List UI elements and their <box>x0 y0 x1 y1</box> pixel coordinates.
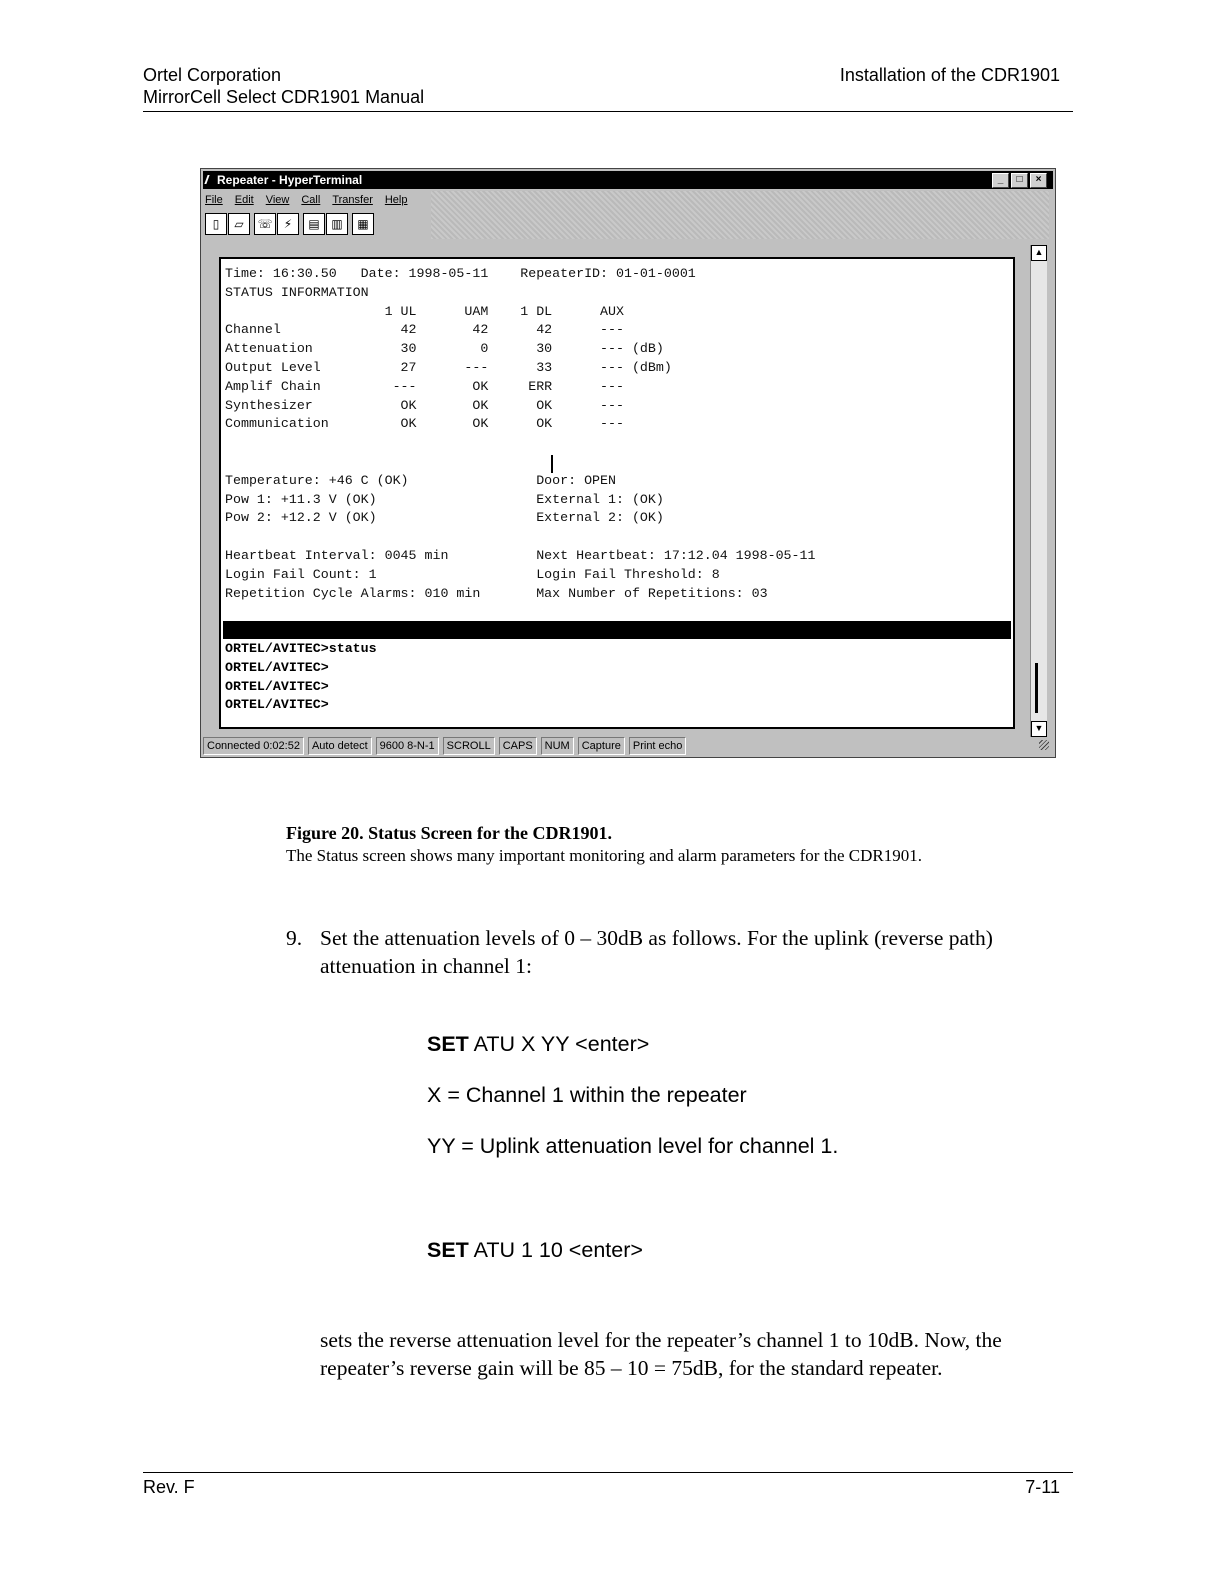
properties-icon[interactable]: ▦ <box>352 213 374 235</box>
step-text: Set the attenuation levels of 0 – 30dB as follows. For the uplink (reverse path) attenuation in channel 1: <box>320 926 993 978</box>
scroll-thumb[interactable] <box>1035 663 1038 713</box>
menu-bar <box>205 192 407 208</box>
status-capture: Capture <box>578 737 625 755</box>
disconnect-icon[interactable]: ⚡ <box>277 213 299 235</box>
terminal-status-output: Time: 16:30.50 Date: 1998-05-11 RepeaterID: 01-01-0001 STATUS INFORMATION 1 UL UAM 1 DL AUX Channel 42 42 42 --- Attenuation 30 0 30 --- (dB) Output Level 27 --- 33 --- (dBm) Amplif Chain --- OK ERR --- Synthesizer OK OK OK --- Communication OK OK OK --- Temperature: +46 C (OK) Door: OPEN Pow 1: +11.3 V (OK) External 1: (OK) Pow 2: +12.2 V (OK) External 2: (OK) Heartbeat Interval: 0045 min Next Heartbeat: 17:12.04 1998-05-11 Login Fail Count: 1 Login Fail Threshold: 8 Repetition Cycle Alarms: 010 min Max Number of Repetitions: 03 <box>225 266 816 601</box>
maximize-button[interactable]: □ <box>1011 173 1028 188</box>
toolbar-group-transfer <box>303 213 348 237</box>
hyperterminal-window <box>200 168 1056 758</box>
menu-edit[interactable]: Edit <box>234 194 254 206</box>
terminal-inverse-bar <box>223 621 1011 639</box>
command-example <box>427 1236 643 1264</box>
running-header-left <box>143 64 424 108</box>
new-file-icon[interactable]: ▯ <box>205 213 227 235</box>
menu-help[interactable]: Help <box>384 194 408 206</box>
toolbar-group-props <box>352 213 374 237</box>
menu-view[interactable]: View <box>265 194 290 206</box>
status-auto-detect: Auto detect <box>308 737 372 755</box>
terminal-area[interactable] <box>219 257 1015 729</box>
send-file-icon[interactable]: ▤ <box>303 213 325 235</box>
text-cursor <box>551 455 553 473</box>
menu-call[interactable]: Call <box>301 194 321 206</box>
vertical-scrollbar[interactable] <box>1030 245 1047 737</box>
section-title: Installation of the CDR1901 <box>839 65 1060 85</box>
open-folder-icon[interactable]: ▱ <box>228 213 250 235</box>
menu-transfer[interactable]: Transfer <box>332 194 373 206</box>
footer-rule <box>143 1472 1073 1473</box>
example-keyword: SET <box>427 1238 469 1262</box>
receive-file-icon[interactable]: ▥ <box>326 213 348 235</box>
status-connected: Connected 0:02:52 <box>203 737 304 755</box>
revision-label: Rev. F <box>143 1477 195 1497</box>
status-print-echo: Print echo <box>629 737 687 755</box>
resize-grip-icon[interactable] <box>1039 740 1049 750</box>
command-args: ATU X YY <enter> <box>468 1032 650 1056</box>
toolbar-group-file <box>205 213 250 237</box>
figure-caption-text: The Status screen shows many important monitoring and alarm parameters for the CDR1901. <box>286 846 922 865</box>
scroll-up-arrow-icon[interactable]: ▲ <box>1031 245 1047 261</box>
toolbar-group-call <box>254 213 299 237</box>
status-num: NUM <box>541 737 574 755</box>
figure-caption-title: Figure 20. Status Screen for the CDR1901. <box>286 823 612 843</box>
status-scroll: SCROLL <box>443 737 495 755</box>
status-port-settings: 9600 8-N-1 <box>376 737 439 755</box>
scroll-down-arrow-icon[interactable]: ▼ <box>1031 721 1047 737</box>
explanation-paragraph: sets the reverse attenuation level for the repeater’s channel 1 to 10dB. Now, the repeater’s reverse gain will be 85 – 10 = 75dB, for the standard repeater. <box>320 1328 1002 1380</box>
close-button[interactable]: × <box>1030 173 1047 188</box>
x-definition: X = Channel 1 within the repeater <box>427 1083 747 1107</box>
yy-definition: YY = Uplink attenuation level for channel 1. <box>427 1134 839 1158</box>
command-keyword: SET <box>427 1032 469 1056</box>
menu-file[interactable]: File <box>205 194 223 206</box>
example-args: ATU 1 10 <enter> <box>468 1238 643 1262</box>
page-number: 7-11 <box>1025 1477 1060 1497</box>
window-titlebar <box>203 171 1053 189</box>
terminal-prompt-lines: ORTEL/AVITEC>status ORTEL/AVITEC> ORTEL/AVITEC> ORTEL/AVITEC> <box>225 641 377 713</box>
app-icon <box>204 175 217 184</box>
company-name: Ortel Corporation <box>143 65 282 85</box>
minimize-button[interactable]: _ <box>992 173 1009 188</box>
status-caps: CAPS <box>499 737 537 755</box>
manual-title: MirrorCell Select CDR1901 Manual <box>143 87 425 107</box>
command-syntax <box>427 1030 649 1058</box>
toolbar-background-texture <box>431 191 1049 239</box>
status-bar <box>203 737 1053 755</box>
step-number: 9. <box>286 926 303 950</box>
window-title: Repeater - HyperTerminal <box>217 173 363 187</box>
toolbar <box>205 213 374 237</box>
header-rule <box>143 111 1073 112</box>
window-controls <box>992 173 1047 188</box>
dial-phone-icon[interactable]: ☏ <box>254 213 276 235</box>
